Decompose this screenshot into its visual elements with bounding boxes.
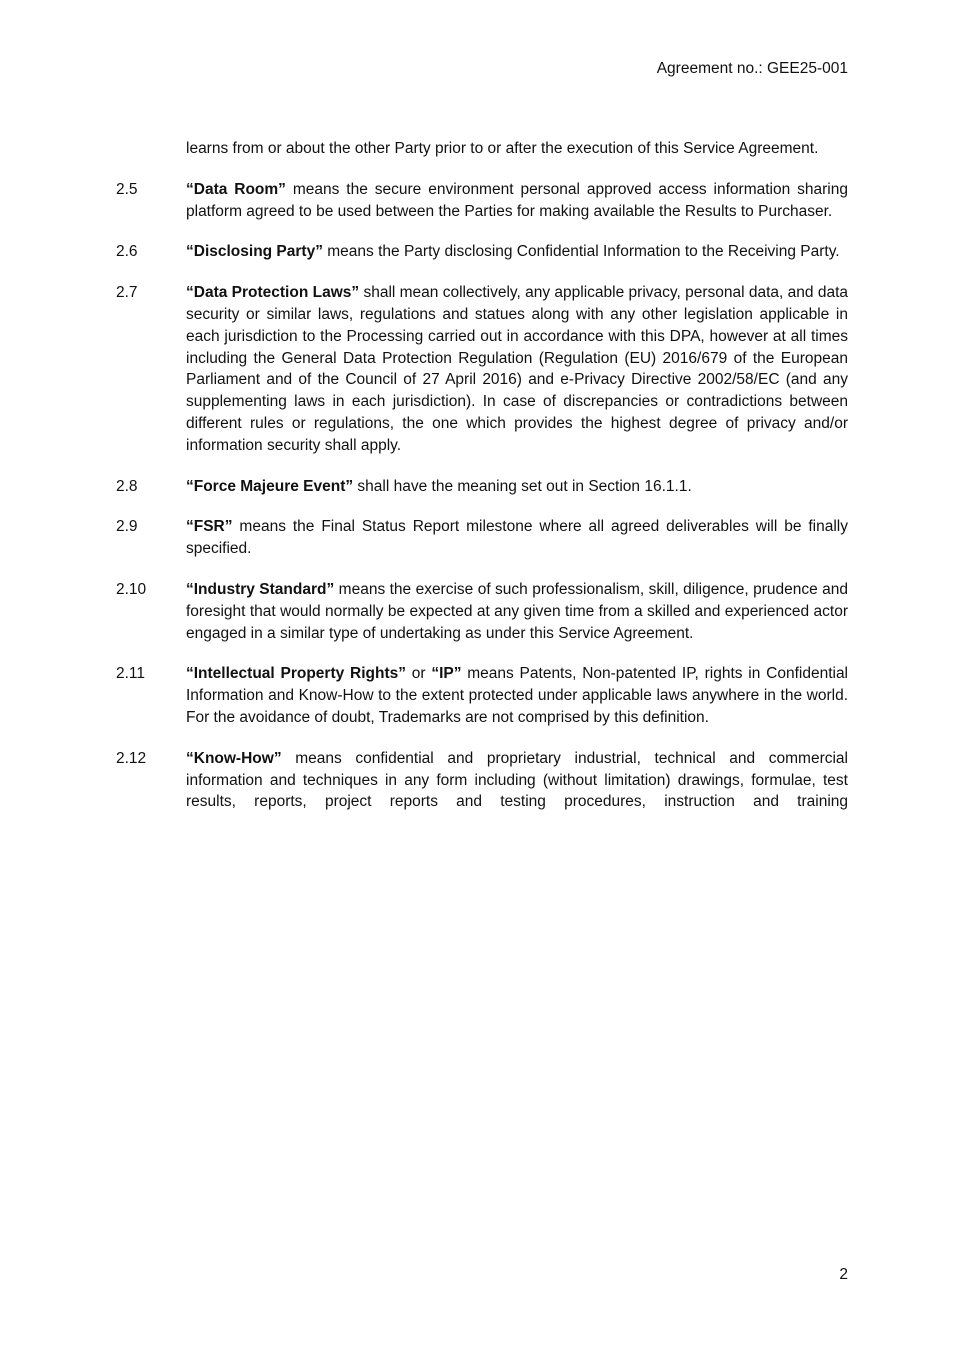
defined-term: “Industry Standard” xyxy=(186,580,335,598)
clause-number: 2.6 xyxy=(116,243,138,261)
clause-number: 2.11 xyxy=(116,665,146,683)
clause-2-6 xyxy=(116,241,848,263)
defined-term: “Data Room” xyxy=(186,180,286,198)
clause-number: 2.9 xyxy=(116,518,138,536)
clause-text xyxy=(186,516,848,560)
clause-text xyxy=(186,179,848,223)
definition: means confidential and proprietary industrial, technical and commercial information and techniques in any form including (without limitation) drawings, formulae, test results, reports, project reports and testing procedures, instruction and training xyxy=(186,749,848,811)
definition: shall mean collectively, any applicable privacy, personal data, and data security or similar laws, regulations and statues along with any other legislation applicable in each jurisdiction to the Processing carried out in accordance with this DPA, however at all times including the General Data Protection Regulation (Regulation (EU) 2016/679 of the European Parliament and of the Council of 27 April 2016) and e-Privacy Directive 2002/58/EC (and any supplementing laws in each jurisdiction). In case of discrepancies or contradictions between different rules or regulations, the one which provides the highest degree of privacy and/or information security shall apply. xyxy=(186,284,848,454)
defined-term: “FSR” xyxy=(186,518,233,536)
clause-number: 2.12 xyxy=(116,749,147,767)
defined-term-alias: “IP” xyxy=(431,665,462,683)
clause-2-5 xyxy=(116,179,848,223)
document-body xyxy=(116,138,848,832)
clause-text xyxy=(186,282,848,456)
clause-number: 2.5 xyxy=(116,180,138,198)
clause-2-9 xyxy=(116,516,848,560)
term-connector: or xyxy=(405,665,432,683)
defined-term: “Force Majeure Event” xyxy=(186,477,354,495)
continuation-paragraph: learns from or about the other Party prior to or after the execution of this Service Agreement. xyxy=(186,140,819,157)
defined-term: “Intellectual Property Rights” xyxy=(186,665,406,683)
clause-text xyxy=(186,476,848,498)
definition: means the Final Status Report milestone where all agreed deliverables will be finally specified. xyxy=(186,518,848,558)
definition: means the Party disclosing Confidential Information to the Receiving Party. xyxy=(322,243,840,261)
clause-number: 2.10 xyxy=(116,580,147,598)
clause-2-12 xyxy=(116,748,848,813)
page-header xyxy=(657,59,848,79)
clause-text xyxy=(186,579,848,644)
clause-number: 2.8 xyxy=(116,477,138,495)
definition: means Patents, Non-patented IP, rights in Confidential Information and Know-How to the extent protected under applicable laws anywhere in the world. For the avoidance of doubt, Trademarks are not comprised by this definition. xyxy=(186,665,849,726)
clause-text xyxy=(186,748,848,813)
defined-term: “Disclosing Party” xyxy=(186,243,323,261)
agreement-number: Agreement no.: GEE25-001 xyxy=(656,60,848,77)
clause-number: 2.7 xyxy=(116,284,138,302)
definition: means the exercise of such professionalism, skill, diligence, prudence and foresight that would normally be expected at any given time from a skilled and experienced actor engaged in a similar type of undertaking as under this Service Agreement. xyxy=(186,580,848,642)
clause-2-7 xyxy=(116,282,848,456)
definition: shall have the meaning set out in Section 16.1.1. xyxy=(353,477,692,495)
defined-term: “Data Protection Laws” xyxy=(186,284,360,302)
page-number: 2 xyxy=(839,1266,848,1283)
definition: means the secure environment personal approved access information sharing platform agreed to be used between the Parties for making available the Results to Purchaser. xyxy=(186,180,848,220)
clause-2-8 xyxy=(116,476,848,498)
clause-text xyxy=(186,663,848,728)
clause-text xyxy=(186,241,848,263)
defined-term: “Know-How” xyxy=(186,749,282,767)
clause-2-10 xyxy=(116,579,848,644)
clause-2-11 xyxy=(116,663,848,728)
